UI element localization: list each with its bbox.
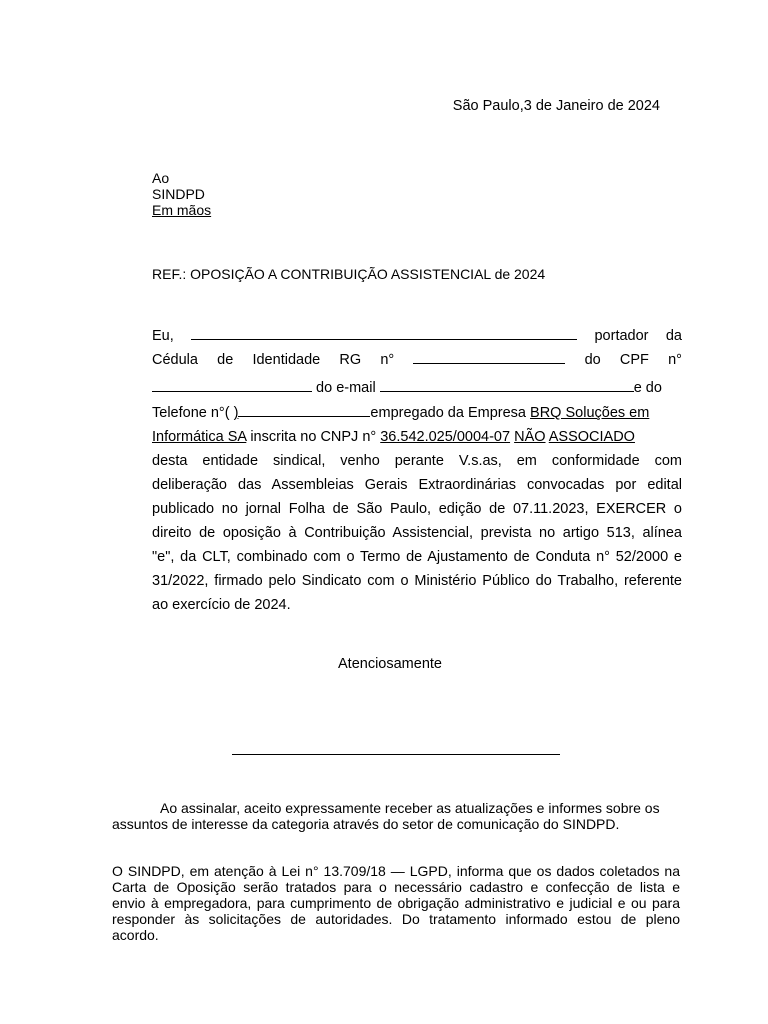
cnpj-value: 36.542.025/0004-07 <box>380 429 511 445</box>
reference-line: REF.: OPOSIÇÃO A CONTRIBUIÇÃO ASSISTENCIAL de 2024 <box>152 266 546 282</box>
lgpd-line-3: envio à empregadora, para cumprimento de obrigação administrativo e judicial e ou para <box>112 895 680 911</box>
closing: Atenciosamente <box>338 656 442 672</box>
body-email-label: do e-mail <box>316 380 376 396</box>
status-associado: ASSOCIADO <box>548 429 635 445</box>
body-line-2 <box>152 352 682 376</box>
body-line-1 <box>152 328 682 352</box>
body-word: CPF <box>619 352 649 368</box>
recipient-org: SINDPD <box>152 186 205 202</box>
body-empregado: empregado da Empresa <box>370 405 526 421</box>
body-word: Identidade <box>252 352 321 368</box>
body-line-8: publicado no jornal Folha de São Paulo, edição de 07.11.2023, EXERCER o <box>152 501 682 517</box>
body-eu: Eu, <box>152 328 174 344</box>
cpf-blank[interactable] <box>152 390 312 392</box>
body-word: n° <box>668 352 682 368</box>
body-line-5 <box>152 429 682 453</box>
lgpd-line-4: responder às solicitações de autoridades. Do tratamento informado estou de pleno <box>112 911 680 927</box>
body-line-10: "e", da CLT, combinado com o Termo de Ajustamento de Conduta n° 52/2000 e <box>152 549 682 565</box>
email-blank[interactable] <box>380 390 634 392</box>
body-word: Cédula <box>152 352 198 368</box>
body-line-11: 31/2022, firmado pelo Sindicato com o Ministério Público do Trabalho, referente <box>152 573 682 589</box>
body-da: da <box>665 328 682 344</box>
phone-blank[interactable] <box>238 415 370 417</box>
body-cnpj-label: inscrita no CNPJ n° <box>250 429 377 445</box>
signature-line[interactable] <box>232 754 560 755</box>
body-word: do <box>584 352 601 368</box>
consent-line-1: Ao assinalar, aceito expressamente receber as atualizações e informes sobre os <box>160 800 660 816</box>
company-name-part1: BRQ Soluções em <box>530 405 650 421</box>
body-line-6: desta entidade sindical, venho perante V.s.as, em conformidade com <box>152 453 682 469</box>
body-word: RG <box>339 352 362 368</box>
consent-line-2: assuntos de interesse da categoria através do setor de comunicação do SINDPD. <box>112 816 620 832</box>
body-word: n° <box>380 352 395 368</box>
lgpd-line-5: acordo. <box>112 927 159 943</box>
date-line: São Paulo,3 de Janeiro de 2024 <box>452 98 660 114</box>
body-line-12: ao exercício de 2024. <box>152 597 291 613</box>
status-nao: NÃO <box>514 429 546 445</box>
body-line-9: direito de oposição à Contribuição Assistencial, prevista no artigo 513, alínea <box>152 525 682 541</box>
body-telefone: Telefone n°( <box>152 405 230 421</box>
recipient-delivery: Em mãos <box>152 202 212 218</box>
body-word: de <box>217 352 234 368</box>
recipient-to: Ao <box>152 170 170 186</box>
body-e-do: e do <box>633 380 662 396</box>
phone-paren: ) <box>233 405 239 421</box>
lgpd-line-2: Carta de Oposição serão tratados para o necessário cadastro e confecção de lista e <box>112 879 680 895</box>
company-name-part2: Informática SA <box>152 429 247 445</box>
consent-block <box>112 800 666 832</box>
rg-blank[interactable] <box>413 362 565 364</box>
name-blank[interactable] <box>191 338 577 340</box>
lgpd-notice <box>112 863 680 943</box>
body-portador: portador <box>594 328 649 344</box>
body-line-7: deliberação das Assembleias Gerais Extraordinárias convocadas por edital <box>152 477 682 493</box>
lgpd-line-1: O SINDPD, em atenção à Lei n° 13.709/18 — LGPD, informa que os dados coletados na <box>112 863 680 879</box>
body-line-4 <box>152 405 682 429</box>
body-line-3 <box>152 380 682 404</box>
